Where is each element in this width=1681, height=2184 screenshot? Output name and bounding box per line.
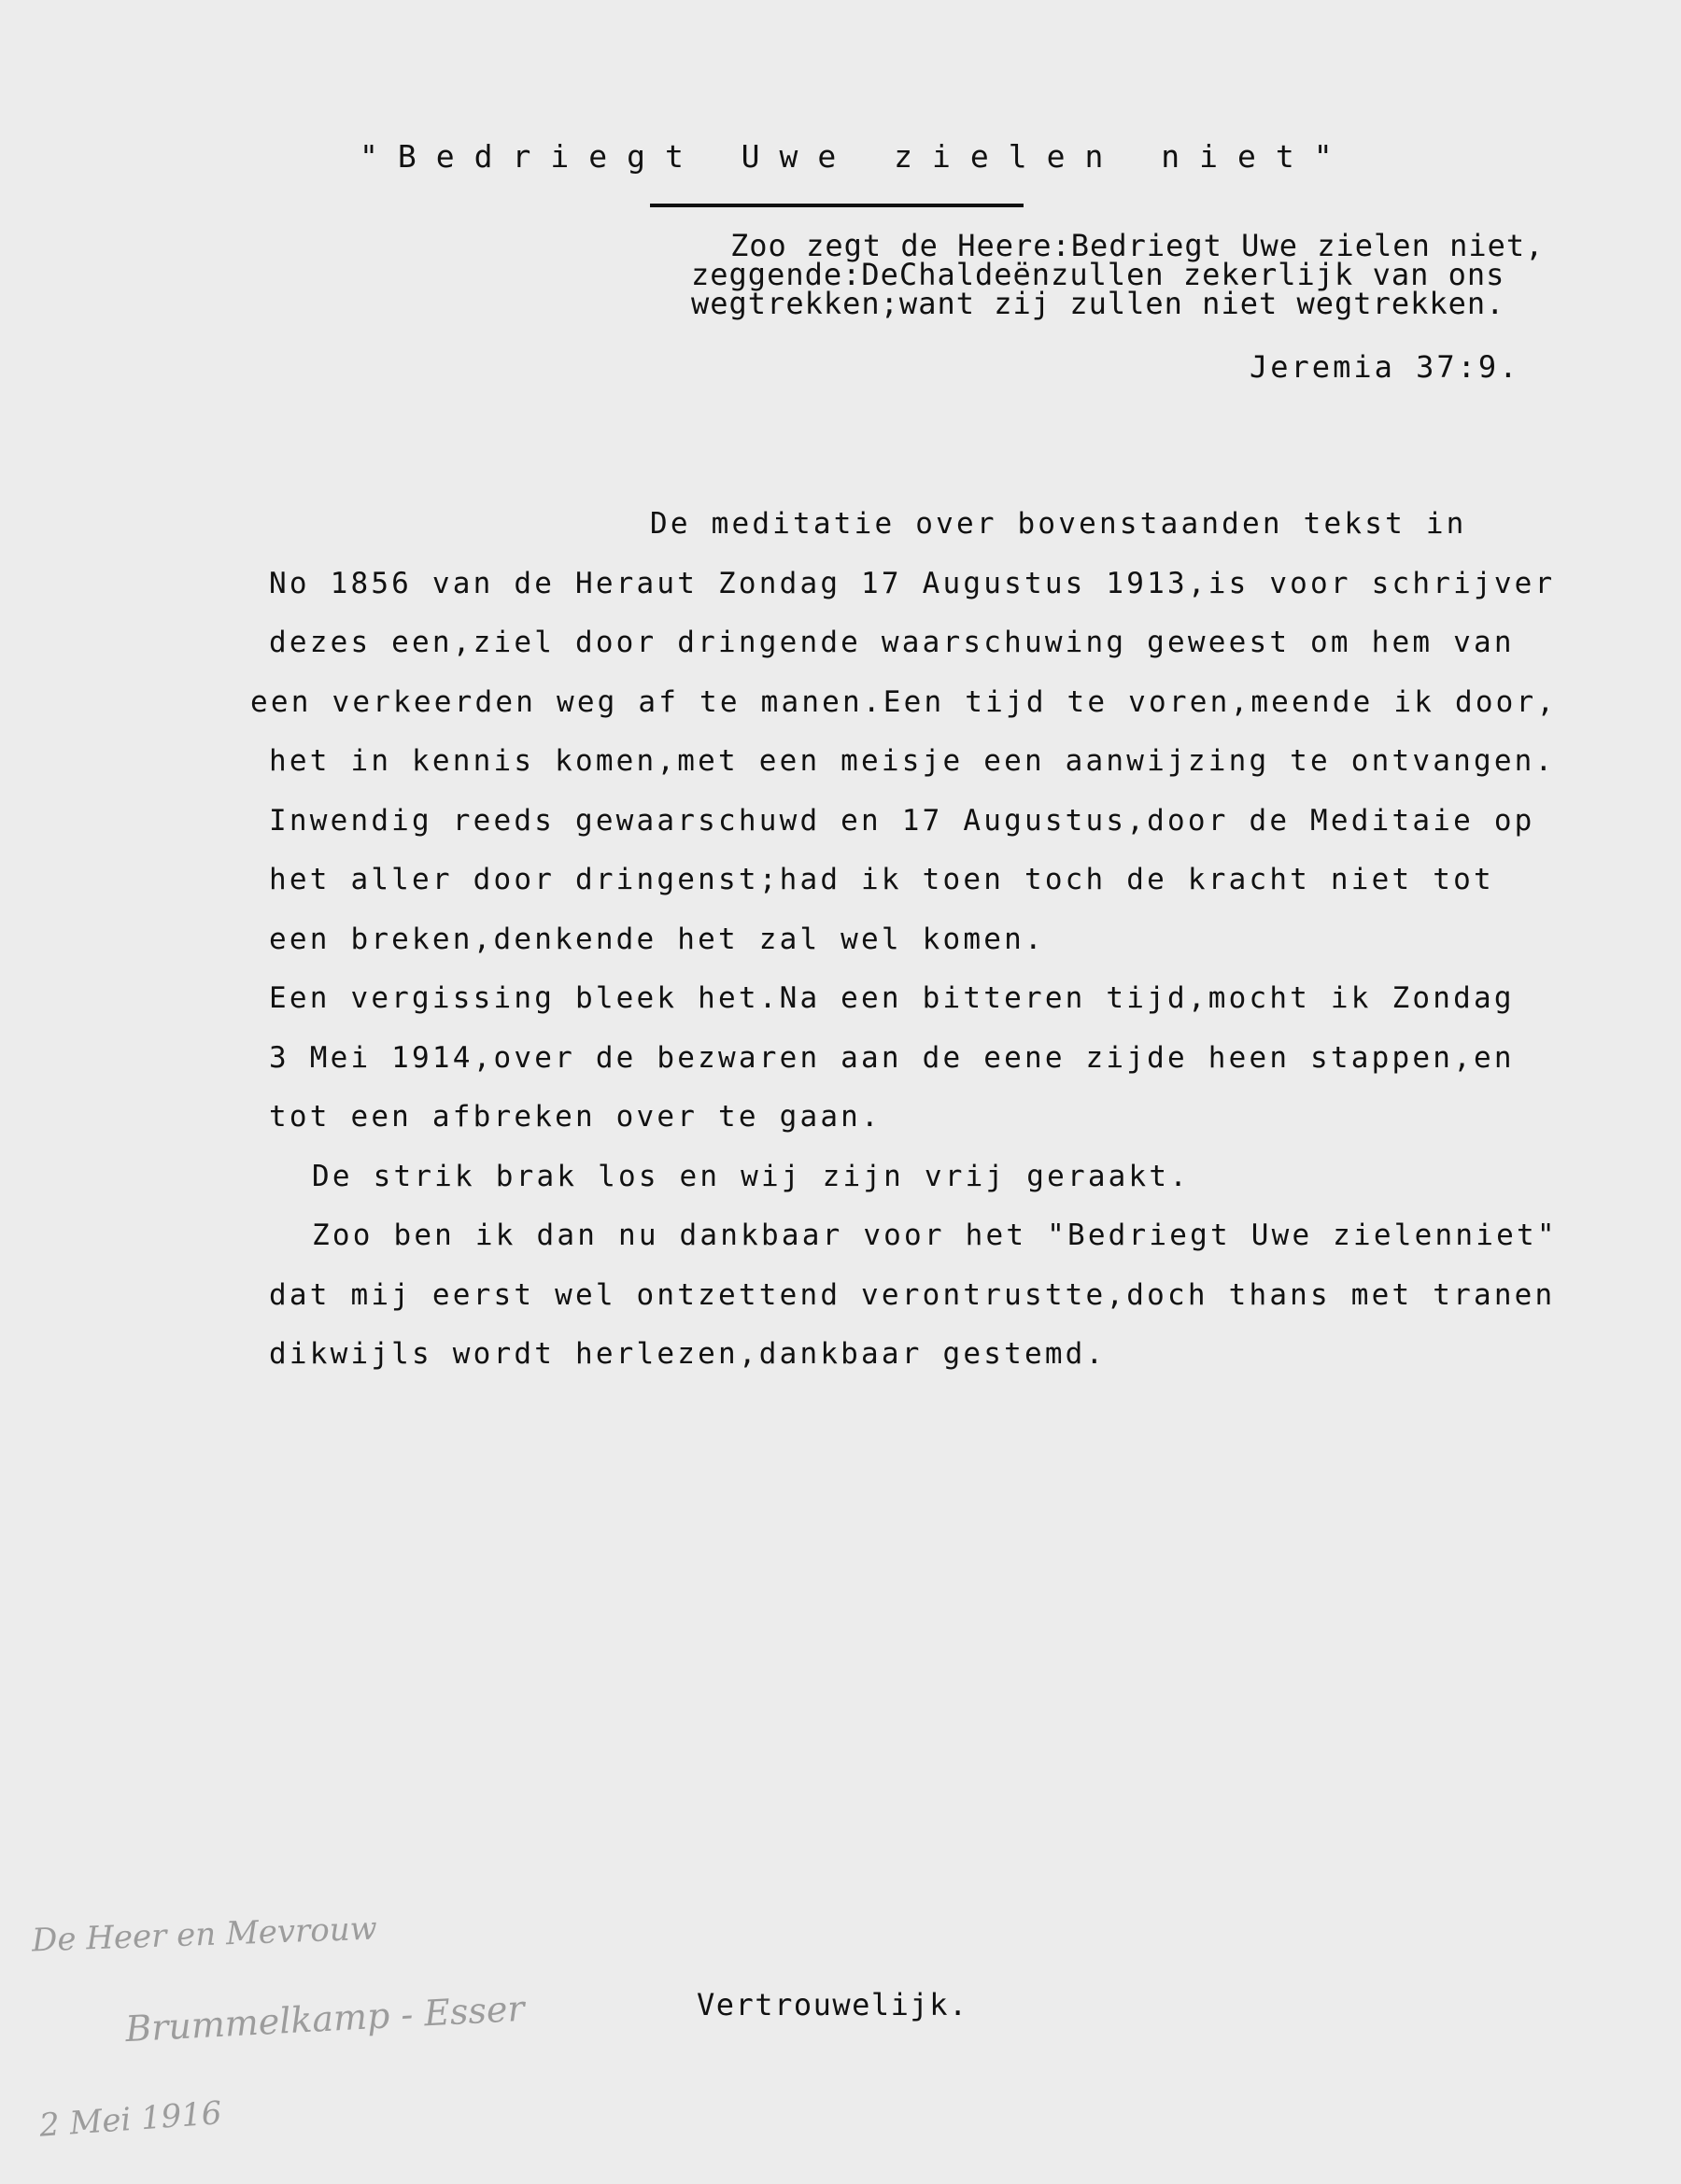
bible-citation: Jeremia 37:9. [1250,349,1520,385]
title-underline [650,204,1024,207]
epigraph-quote [691,228,1662,321]
body-line: 3 Mei 1914,over de bezwaren aan de eene zijde heen stappen,en [269,1040,1515,1075]
body-line: Zoo ben ik dan nu dankbaar voor het "Bedriegt Uwe zielenniet" [312,1219,1558,1252]
document-title: "Bedriegt Uwe zielen niet" [360,138,1352,175]
body-line: Een vergissing bleek het.Na een bitteren tijd,mocht ik Zondag [269,981,1515,1015]
epigraph-line: Zoo zegt de Heere:Bedriegt Uwe zielen niet, [730,228,1545,263]
body-line: een breken,denkende het zal wel komen. [269,922,1045,956]
body-line: De meditatie over bovenstaanden tekst in [650,507,1467,541]
letter-body [250,495,1632,1385]
body-line: een verkeerden weg af te manen.Een tijd te voren,meende ik door, [250,684,1558,719]
body-line: het in kennis komen,met een meisje een aanwijzing te ontvangen. [269,744,1556,778]
pencil-note-names: Brummelkamp - Esser [124,1987,526,2050]
pencil-note-addressee: De Heer en Mevrouw [31,1909,378,1960]
body-line: Inwendig reeds gewaarschuwd en 17 Augustus,door de Meditaie op [269,803,1535,838]
body-line: dezes een,ziel door dringende waarschuwing geweest om hem van [269,626,1515,659]
epigraph-line: zeggende:DeChaldeënzullen zekerlijk van ons [691,257,1505,292]
body-line: dikwijls wordt herlezen,dankbaar gestemd. [269,1337,1107,1371]
body-line: De strik brak los en wij zijn vrij geraakt. [312,1159,1191,1193]
body-line: dat mij eerst wel ontzettend verontrustte,doch thans met tranen [269,1277,1556,1312]
body-line: No 1856 van de Heraut Zondag 17 Augustus 1913,is voor schrijver [269,566,1556,600]
body-line: het aller door dringenst;had ik toen toch de kracht niet tot [269,863,1494,896]
epigraph-line: wegtrekken;want zij zullen niet wegtrekken. [691,286,1505,321]
closing-word: Vertrouwelijk. [697,1987,968,2022]
pencil-note-date: 2 Mei 1916 [37,2094,223,2145]
body-line: tot een afbreken over te gaan. [269,1100,882,1134]
